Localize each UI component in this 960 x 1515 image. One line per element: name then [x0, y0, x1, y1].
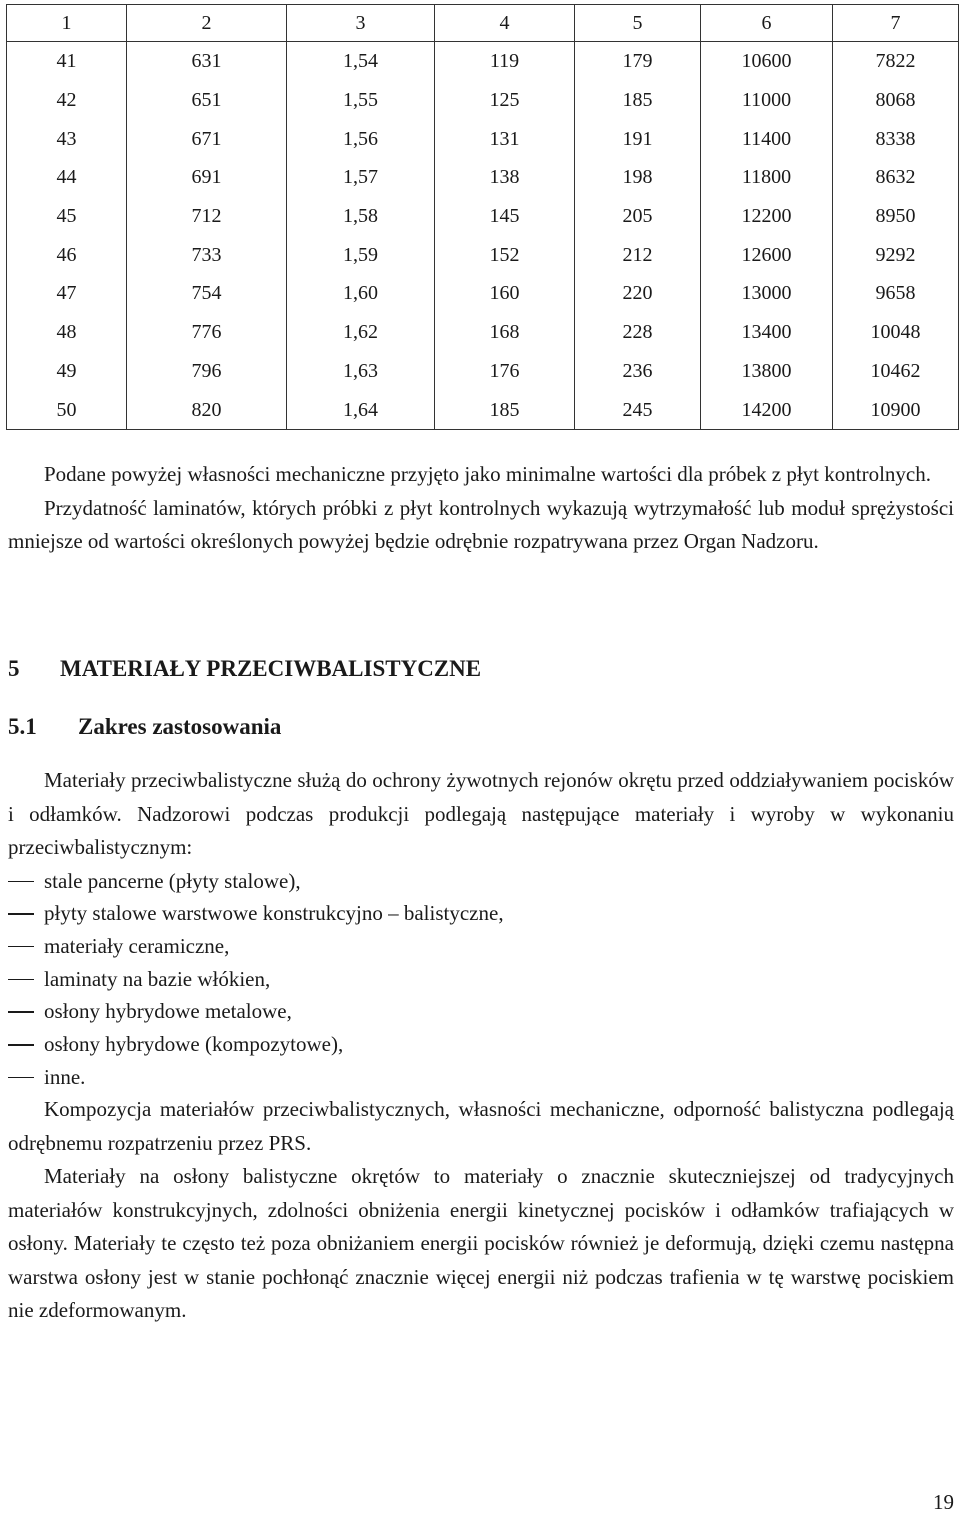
table-cell: 712 [127, 197, 287, 236]
dash-bullet-icon [8, 881, 34, 883]
table-cell: 631 [127, 42, 287, 81]
table-cell: 10048 [833, 313, 959, 352]
table-cell: 754 [127, 274, 287, 313]
table-cell: 138 [435, 158, 575, 197]
body-paragraph: Materiały na osłony balistyczne okrętów to materiały o znacznie skuteczniejszej od tradycyjnych materiałów konstrukcyjnych, zdolności obniżenia energii kinetycznej pocisków i odłamków trafiających w osłony. Materiały te często też poza obniżaniem energii pocisków również je deformują, dzięki czemu następna warstwa osłony jest w stanie pochłonąć znacznie więcej energii niż podczas trafienia w tę warstwę pociskiem nie zdeformowanym. [8, 1164, 954, 1323]
table-row [7, 274, 959, 313]
table-cell: 1,55 [287, 81, 435, 120]
table-cell: 14200 [701, 390, 833, 429]
table-header-cell: 5 [575, 5, 701, 42]
list-item-text: osłony hybrydowe (kompozytowe), [44, 1032, 344, 1057]
table-cell: 45 [7, 197, 127, 236]
table-cell: 13800 [701, 352, 833, 391]
table-cell: 1,54 [287, 42, 435, 81]
dash-bullet-icon [8, 1077, 34, 1079]
table-cell: 152 [435, 235, 575, 274]
table-cell: 11800 [701, 158, 833, 197]
table-cell: 1,62 [287, 313, 435, 352]
list-item-text: materiały ceramiczne, [44, 933, 230, 958]
table-row [7, 158, 959, 197]
table-cell: 8950 [833, 197, 959, 236]
table-cell: 205 [575, 197, 701, 236]
table-cell: 228 [575, 313, 701, 352]
table-cell: 9658 [833, 274, 959, 313]
table-cell: 13400 [701, 313, 833, 352]
table-row [7, 352, 959, 391]
table-cell: 48 [7, 313, 127, 352]
table-cell: 49 [7, 352, 127, 391]
table-cell: 8338 [833, 119, 959, 158]
table-cell: 41 [7, 42, 127, 81]
list-item [8, 963, 954, 996]
table-cell: 13000 [701, 274, 833, 313]
table-header-cell: 6 [701, 5, 833, 42]
table-cell: 1,56 [287, 119, 435, 158]
table-cell: 47 [7, 274, 127, 313]
table-row [7, 81, 959, 120]
table-row [7, 197, 959, 236]
table-row [7, 390, 959, 429]
table-header-cell: 3 [287, 5, 435, 42]
note-paragraph: Przydatność laminatów, których próbki z płyt kontrolnych wykazują wytrzymałość lub moduł sprężystości mniejsze od wartości określonych powyżej będzie odrębnie rozpatrywana przez Organ Nadzoru. [8, 495, 954, 553]
note-paragraph: Podane powyżej własności mechaniczne przyjęto jako minimalne wartości dla próbek z płyt kontrolnych. [44, 462, 931, 486]
table-cell: 220 [575, 274, 701, 313]
table-cell: 12600 [701, 235, 833, 274]
table-cell: 168 [435, 313, 575, 352]
table-row [7, 42, 959, 81]
table-cell: 185 [575, 81, 701, 120]
table-header-cell: 2 [127, 5, 287, 42]
table-cell: 1,58 [287, 197, 435, 236]
table-cell: 733 [127, 235, 287, 274]
materials-list [8, 865, 954, 1094]
list-item-text: laminaty na bazie włókien, [44, 966, 271, 991]
table-row [7, 119, 959, 158]
table-cell: 185 [435, 390, 575, 429]
table-cell: 191 [575, 119, 701, 158]
table-cell: 50 [7, 390, 127, 429]
list-item [8, 1028, 954, 1061]
table-cell: 125 [435, 81, 575, 120]
table-cell: 212 [575, 235, 701, 274]
table-cell: 671 [127, 119, 287, 158]
table-cell: 176 [435, 352, 575, 391]
table-cell: 1,59 [287, 235, 435, 274]
table-cell: 820 [127, 390, 287, 429]
table-cell: 8632 [833, 158, 959, 197]
properties-table [6, 4, 959, 430]
table-cell: 1,64 [287, 390, 435, 429]
page-number: 19 [933, 1490, 954, 1514]
section-body [8, 764, 954, 1328]
table-notes [8, 458, 954, 559]
dash-bullet-icon [8, 913, 34, 915]
table-cell: 9292 [833, 235, 959, 274]
table-cell: 46 [7, 235, 127, 274]
table-cell: 198 [575, 158, 701, 197]
list-item-text: inne. [44, 1064, 86, 1089]
dash-bullet-icon [8, 1011, 34, 1013]
table-cell: 119 [435, 42, 575, 81]
table-header-row [7, 5, 959, 42]
body-paragraph: Kompozycja materiałów przeciwbalistycznych, własności mechaniczne, odporność balistyczna podlegają odrębnemu rozpatrzeniu przez PRS. [8, 1097, 954, 1155]
table-cell: 10600 [701, 42, 833, 81]
table-cell: 44 [7, 158, 127, 197]
table-row [7, 313, 959, 352]
table-cell: 776 [127, 313, 287, 352]
table-cell: 145 [435, 197, 575, 236]
dash-bullet-icon [8, 946, 34, 948]
list-item [8, 930, 954, 963]
table-cell: 1,57 [287, 158, 435, 197]
body-paragraph: Materiały przeciwbalistyczne służą do ochrony żywotnych rejonów okrętu przed oddziaływaniem pocisków i odłamków. Nadzorowi podczas produkcji podlegają następujące materiały i wyroby w wykonaniu przeciwbalistycznym: [8, 768, 954, 859]
table-cell: 43 [7, 119, 127, 158]
list-item-text: płyty stalowe warstwowe konstrukcyjno – balistyczne, [44, 901, 504, 926]
subsection-title: Zakres zastosowania [78, 714, 282, 739]
table-cell: 12200 [701, 197, 833, 236]
table-cell: 160 [435, 274, 575, 313]
table-cell: 236 [575, 352, 701, 391]
table-cell: 691 [127, 158, 287, 197]
table-cell: 11000 [701, 81, 833, 120]
list-item-text: osłony hybrydowe metalowe, [44, 999, 292, 1024]
section-heading [8, 656, 481, 682]
table-cell: 651 [127, 81, 287, 120]
table-cell: 245 [575, 390, 701, 429]
list-item [8, 865, 954, 898]
list-item [8, 1061, 954, 1094]
dash-bullet-icon [8, 979, 34, 981]
subsection-heading [8, 714, 281, 740]
table-cell: 179 [575, 42, 701, 81]
section-number: 5 [8, 656, 20, 681]
table-cell: 8068 [833, 81, 959, 120]
table-cell: 1,63 [287, 352, 435, 391]
table-cell: 1,60 [287, 274, 435, 313]
list-item [8, 897, 954, 930]
table-cell: 7822 [833, 42, 959, 81]
dash-bullet-icon [8, 1044, 34, 1046]
table-cell: 42 [7, 81, 127, 120]
list-item-text: stale pancerne (płyty stalowe), [44, 868, 301, 893]
table-cell: 10900 [833, 390, 959, 429]
table-cell: 11400 [701, 119, 833, 158]
subsection-number: 5.1 [8, 714, 37, 739]
table-cell: 131 [435, 119, 575, 158]
list-item [8, 995, 954, 1028]
table-row [7, 235, 959, 274]
section-title: MATERIAŁY PRZECIWBALISTYCZNE [60, 656, 482, 681]
table-cell: 796 [127, 352, 287, 391]
table-cell: 10462 [833, 352, 959, 391]
table-header-cell: 7 [833, 5, 959, 42]
table-header-cell: 4 [435, 5, 575, 42]
table-header-cell: 1 [7, 5, 127, 42]
